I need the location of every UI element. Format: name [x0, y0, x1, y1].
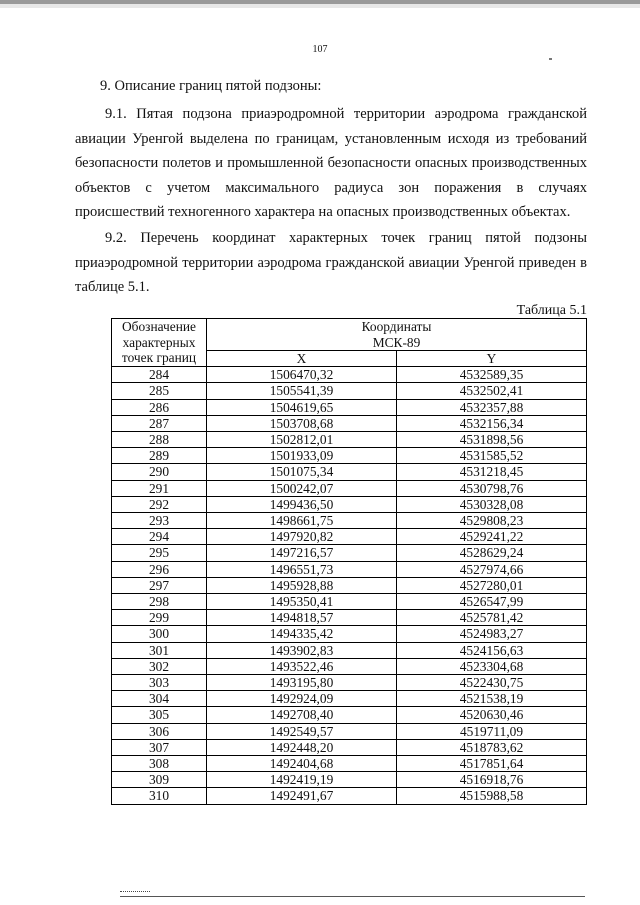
- point-id-cell: 306: [112, 723, 207, 739]
- coordinates-table: [111, 318, 587, 805]
- point-id-cell: 307: [112, 739, 207, 755]
- y-coordinate-cell: 4528629,24: [397, 545, 587, 561]
- header-x: X: [207, 351, 397, 367]
- y-coordinate-cell: 4530798,76: [397, 480, 587, 496]
- table-row: [112, 545, 587, 561]
- y-coordinate-cell: 4531218,45: [397, 464, 587, 480]
- y-coordinate-cell: 4521538,19: [397, 691, 587, 707]
- y-coordinate-cell: 4517851,64: [397, 756, 587, 772]
- y-coordinate-cell: 4529241,22: [397, 529, 587, 545]
- header-point-designation: Обозначение характерных точек границ: [112, 319, 207, 367]
- point-id-cell: 295: [112, 545, 207, 561]
- table-row: [112, 723, 587, 739]
- x-coordinate-cell: 1493195,80: [207, 675, 397, 691]
- y-coordinate-cell: 4526547,99: [397, 594, 587, 610]
- table-row: [112, 399, 587, 415]
- scan-edge-shadow: [0, 4, 640, 8]
- paragraph-9-1: 9.1. Пятая подзона приаэродромной территории аэродрома гражданской авиации Уренгой выделена по границам, установленным исходя из требований безопасности полетов и промышленной безопасности опасных производственных объектов с учетом максимального радиуса зон поражения в случаях происшествий техногенного характера на опасных производственных объектах.: [75, 106, 587, 221]
- x-coordinate-cell: 1492549,57: [207, 723, 397, 739]
- point-id-cell: 302: [112, 658, 207, 674]
- x-coordinate-cell: 1501933,09: [207, 448, 397, 464]
- point-id-cell: 286: [112, 399, 207, 415]
- y-coordinate-cell: 4530328,08: [397, 496, 587, 512]
- y-coordinate-cell: 4524983,27: [397, 626, 587, 642]
- point-id-cell: 294: [112, 529, 207, 545]
- point-id-cell: 299: [112, 610, 207, 626]
- x-coordinate-cell: 1494818,57: [207, 610, 397, 626]
- y-coordinate-cell: 4524156,63: [397, 642, 587, 658]
- table-row: [112, 496, 587, 512]
- x-coordinate-cell: 1492404,68: [207, 756, 397, 772]
- x-coordinate-cell: 1501075,34: [207, 464, 397, 480]
- point-id-cell: 298: [112, 594, 207, 610]
- x-coordinate-cell: 1503708,68: [207, 415, 397, 431]
- y-coordinate-cell: 4532156,34: [397, 415, 587, 431]
- page-number: 107: [312, 44, 328, 55]
- table-row: [112, 464, 587, 480]
- x-coordinate-cell: 1497920,82: [207, 529, 397, 545]
- point-id-cell: 291: [112, 480, 207, 496]
- table-row: [112, 707, 587, 723]
- x-coordinate-cell: 1492708,40: [207, 707, 397, 723]
- x-coordinate-cell: 1500242,07: [207, 480, 397, 496]
- y-coordinate-cell: 4522430,75: [397, 675, 587, 691]
- point-id-cell: 301: [112, 642, 207, 658]
- table-row: [112, 658, 587, 674]
- table-row: [112, 788, 587, 804]
- table-row: [112, 480, 587, 496]
- table-row: [112, 415, 587, 431]
- y-coordinate-cell: 4527974,66: [397, 561, 587, 577]
- y-coordinate-cell: 4532589,35: [397, 367, 587, 383]
- point-id-cell: 293: [112, 513, 207, 529]
- header-y: Y: [397, 351, 587, 367]
- x-coordinate-cell: 1504619,65: [207, 399, 397, 415]
- x-coordinate-cell: 1492419,19: [207, 772, 397, 788]
- table-row: [112, 577, 587, 593]
- point-id-cell: 309: [112, 772, 207, 788]
- y-coordinate-cell: 4529808,23: [397, 513, 587, 529]
- table-row: [112, 448, 587, 464]
- x-coordinate-cell: 1505541,39: [207, 383, 397, 399]
- x-coordinate-cell: 1492448,20: [207, 739, 397, 755]
- point-id-cell: 296: [112, 561, 207, 577]
- x-coordinate-cell: 1495350,41: [207, 594, 397, 610]
- y-coordinate-cell: 4519711,09: [397, 723, 587, 739]
- table-caption: Таблица 5.1: [516, 303, 587, 318]
- table-row: [112, 432, 587, 448]
- table-row: [112, 367, 587, 383]
- x-coordinate-cell: 1498661,75: [207, 513, 397, 529]
- point-id-cell: 304: [112, 691, 207, 707]
- table-row: [112, 594, 587, 610]
- paragraph-9-2: 9.2. Перечень координат характерных точек границ пятой подзоны приаэродромной территории аэродрома гражданской авиации Уренгой приведен в таблице 5.1.: [75, 230, 587, 296]
- point-id-cell: 290: [112, 464, 207, 480]
- point-id-cell: 292: [112, 496, 207, 512]
- x-coordinate-cell: 1492491,67: [207, 788, 397, 804]
- point-id-cell: 287: [112, 415, 207, 431]
- point-id-cell: 303: [112, 675, 207, 691]
- x-coordinate-cell: 1499436,50: [207, 496, 397, 512]
- y-coordinate-cell: 4527280,01: [397, 577, 587, 593]
- table-row: [112, 383, 587, 399]
- y-coordinate-cell: 4532502,41: [397, 383, 587, 399]
- table-row: [112, 642, 587, 658]
- header-coordinates-title: Координаты: [361, 319, 432, 334]
- x-coordinate-cell: 1506470,32: [207, 367, 397, 383]
- point-id-cell: 288: [112, 432, 207, 448]
- y-coordinate-cell: 4516918,76: [397, 772, 587, 788]
- scan-speck: [549, 58, 552, 60]
- point-id-cell: 310: [112, 788, 207, 804]
- y-coordinate-cell: 4532357,88: [397, 399, 587, 415]
- point-id-cell: 284: [112, 367, 207, 383]
- point-id-cell: 289: [112, 448, 207, 464]
- y-coordinate-cell: 4523304,68: [397, 658, 587, 674]
- header-coordinate-system: МСК-89: [372, 334, 421, 350]
- x-coordinate-cell: 1502812,01: [207, 432, 397, 448]
- y-coordinate-cell: 4531898,56: [397, 432, 587, 448]
- table-row: [112, 675, 587, 691]
- point-id-cell: 308: [112, 756, 207, 772]
- scan-footer-marks: [120, 891, 150, 894]
- x-coordinate-cell: 1493522,46: [207, 658, 397, 674]
- x-coordinate-cell: 1493902,83: [207, 642, 397, 658]
- table-row: [112, 756, 587, 772]
- point-id-cell: 297: [112, 577, 207, 593]
- x-coordinate-cell: 1497216,57: [207, 545, 397, 561]
- point-id-cell: 285: [112, 383, 207, 399]
- x-coordinate-cell: 1492924,09: [207, 691, 397, 707]
- y-coordinate-cell: 4531585,52: [397, 448, 587, 464]
- table-row: [112, 529, 587, 545]
- x-coordinate-cell: 1494335,42: [207, 626, 397, 642]
- table-row: [112, 513, 587, 529]
- point-id-cell: 305: [112, 707, 207, 723]
- table-row: [112, 739, 587, 755]
- y-coordinate-cell: 4520630,46: [397, 707, 587, 723]
- table-row: [112, 772, 587, 788]
- table-row: [112, 561, 587, 577]
- coordinates-table-body: [112, 367, 587, 804]
- x-coordinate-cell: 1496551,73: [207, 561, 397, 577]
- y-coordinate-cell: 4525781,42: [397, 610, 587, 626]
- table-row: [112, 691, 587, 707]
- section-heading: 9. Описание границ пятой подзоны:: [100, 78, 322, 94]
- table-row: [112, 626, 587, 642]
- table-row: [112, 610, 587, 626]
- x-coordinate-cell: 1495928,88: [207, 577, 397, 593]
- header-coordinates: [207, 319, 587, 351]
- y-coordinate-cell: 4515988,58: [397, 788, 587, 804]
- y-coordinate-cell: 4518783,62: [397, 739, 587, 755]
- scan-footer-line: [120, 896, 585, 897]
- point-id-cell: 300: [112, 626, 207, 642]
